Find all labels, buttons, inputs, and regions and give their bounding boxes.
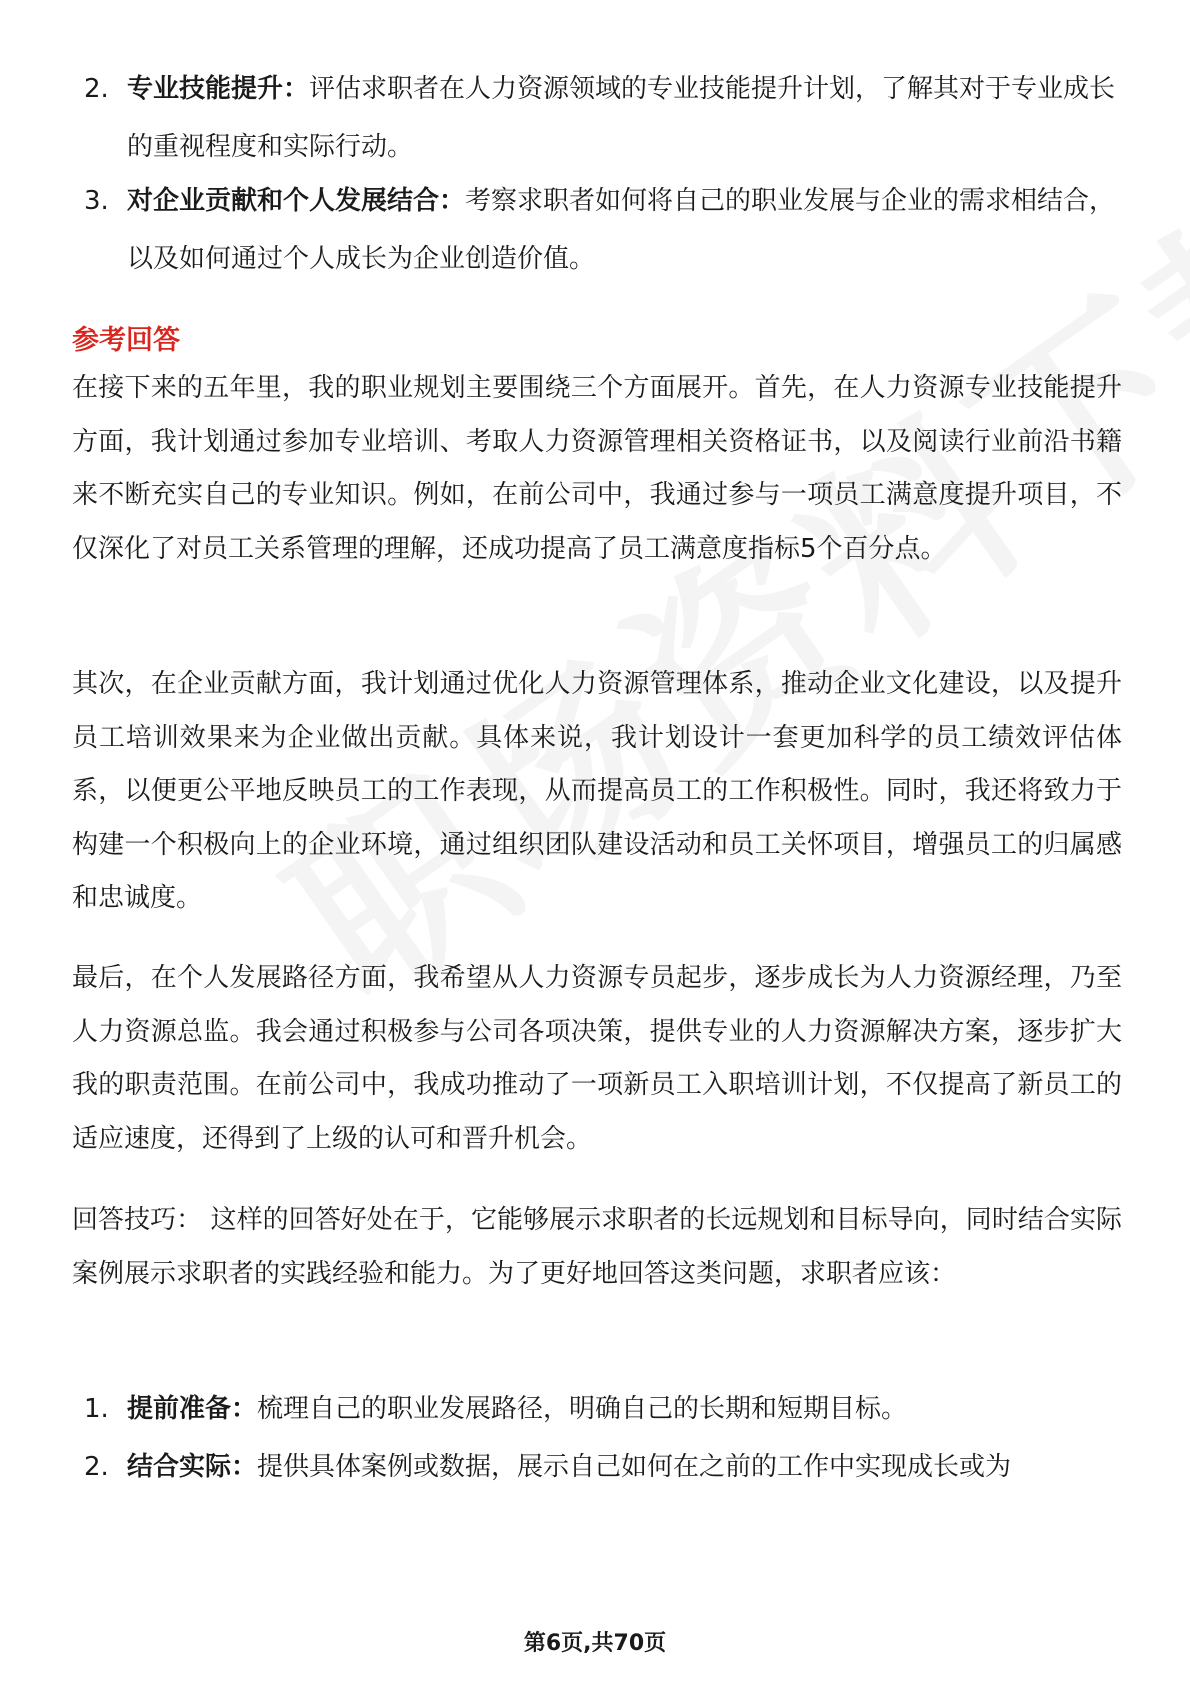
list-item-number: 1. xyxy=(84,1394,109,1424)
list-item-title: 提前准备： xyxy=(127,1394,258,1424)
list-item-number: 2. xyxy=(84,1452,109,1482)
list-item-number: 2. xyxy=(84,74,109,104)
top-ordered-list xyxy=(72,60,1122,288)
list-item-title: 对企业贡献和个人发展结合： xyxy=(127,186,466,216)
list-item xyxy=(72,1438,1122,1496)
page-footer: 第6页,共70页 xyxy=(523,1631,667,1656)
list-item-text: 评估求职者在人力资源领域的专业技能提升计划，了解其对于专业成长的重视程度和实际行动。 xyxy=(127,74,1116,162)
list-item xyxy=(72,172,1122,288)
answer-paragraph-1: 在接下来的五年里，我的职业规划主要围绕三个方面展开。首先，在人力资源专业技能提升方面，我计划通过参加专业培训、考取人力资源管理相关资格证书，以及阅读行业前沿书籍来不断充实自己的专业知识。例如，在前公司中，我通过参与一项员工满意度提升项目，不仅深化了对员工关系管理的理解，还成功提高了员工满意度指标5个百分点。 xyxy=(72,373,1122,564)
section-heading: 参考回答 xyxy=(72,325,180,356)
answer-paragraph-3: 最后，在个人发展路径方面，我希望从人力资源专员起步，逐步成长为人力资源经理，乃至人力资源总监。我会通过积极参与公司各项决策，提供专业的人力资源解决方案，逐步扩大我的职责范围。在前公司中，我成功推动了一项新员工入职培训计划，不仅提高了新员工的适应速度，还得到了上级的认可和晋升机会。 xyxy=(72,963,1122,1154)
list-item-text: 提供具体案例或数据，展示自己如何在之前的工作中实现成长或为 xyxy=(257,1452,1012,1482)
list-item-text: 考察求职者如何将自己的职业发展与企业的需求相结合，以及如何通过个人成长为企业创造价值。 xyxy=(127,186,1116,274)
bottom-ordered-list xyxy=(72,1380,1122,1496)
tips-paragraph: 回答技巧： 这样的回答好处在于，它能够展示求职者的长远规划和目标导向，同时结合实际案例展示求职者的实践经验和能力。为了更好地回答这类问题，求职者应该： xyxy=(72,1205,1122,1289)
list-item-text: 梳理自己的职业发展路径，明确自己的长期和短期目标。 xyxy=(257,1394,908,1424)
list-item-title: 专业技能提升： xyxy=(127,74,310,104)
list-item xyxy=(72,60,1122,176)
answer-paragraph-2: 其次，在企业贡献方面，我计划通过优化人力资源管理体系，推动企业文化建设，以及提升员工培训效果来为企业做出贡献。具体来说，我计划设计一套更加科学的员工绩效评估体系，以便更公平地反映员工的工作表现，从而提高员工的工作积极性。同时，我还将致力于构建一个积极向上的企业环境，通过组织团队建设活动和员工关怀项目，增强员工的归属感和忠诚度。 xyxy=(72,669,1122,913)
list-item xyxy=(72,1380,1122,1438)
list-item-number: 3. xyxy=(84,186,109,216)
list-item-title: 结合实际： xyxy=(127,1452,258,1482)
